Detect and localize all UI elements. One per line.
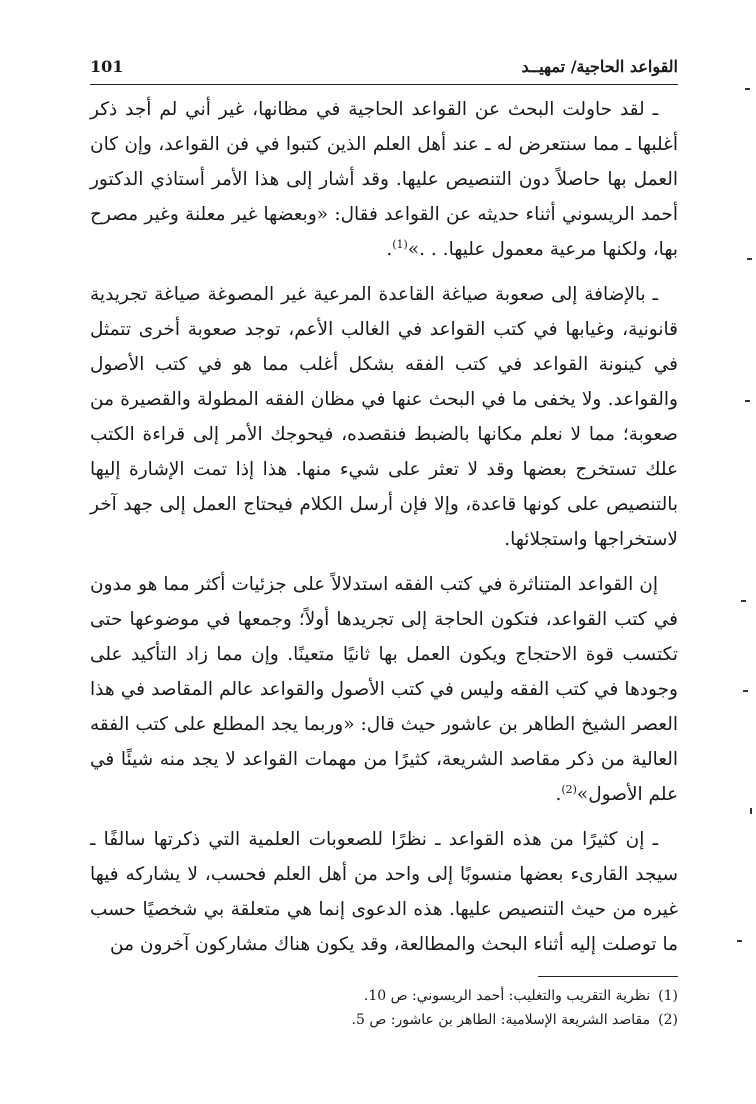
scan-edge-mark — [750, 808, 752, 814]
footnote-1-number: (1) — [658, 988, 678, 1004]
paragraph-4-text: ـ إن كثيرًا من هذه القواعد ـ نظرًا للصعوبات العلمية التي ذكرتها سالفًا ـ سيجد القارىء بعضها منسوبًا إلى واحد من أهل العلم فحسب، لا يشاركه فيها غيره من حيث التنصيص عليها. هذه الدعوى إنما هي متعلقة بي شخصيًا حسب ما توصلت إليه أثناء البحث والمطالعة، وقد يكون هناك مشاركون آخرون من — [90, 829, 678, 955]
header-rule — [90, 84, 678, 85]
scan-edge-mark — [741, 600, 746, 602]
page-number: 101 — [90, 57, 124, 76]
scan-edge-mark — [745, 88, 750, 90]
footnote-ref-2: (2) — [561, 782, 577, 796]
footnote-2-text: مقاصد الشريعة الإسلامية: الطاهر بن عاشور: ص 5. — [351, 1012, 651, 1028]
scan-edge-mark — [737, 940, 742, 942]
footnote-rule — [538, 976, 678, 977]
footnote-2 — [90, 1008, 678, 1032]
paragraph-3 — [90, 567, 678, 812]
footnote-ref-1: (1) — [392, 237, 408, 251]
footnotes — [90, 984, 678, 1032]
footnote-1-text: نظرية التقريب والتغليب: أحمد الريسوني: ص 10. — [363, 988, 651, 1004]
scan-edge-mark — [743, 690, 748, 692]
paragraph-1-text: ـ لقد حاولت البحث عن القواعد الحاجية في مظانها، غير أني لم أجد ذكر أغلبها ـ مما سنتعرض له ـ عند أهل العلم الذين كتبوا في فن القواعد، وإن كان العمل بها حاصلاً دون التنصيص عليها. وقد أشار إلى هذا الأمر أستاذي الدكتور أحمد الريسوني أثناء حديثه عن القواعد فقال: «وبعضها غير معلنة وغير مصرح بها، ولكنها مرعية معمول عليها. . .» — [90, 99, 678, 260]
header-title: القواعد الحاجية/ تمهيــد — [521, 57, 678, 76]
paragraph-2-text: ـ بالإضافة إلى صعوبة صياغة القاعدة المرعية غير المصوغة صياغة تجريدية قانونية، وغيابها في كتب القواعد في الغالب الأعم، توجد صعوبة أخرى تتمثل في كينونة القواعد في كتب الفقه بشكل أغلب مما هو في كتب الأصول والقواعد. ولا يخفى ما في البحث عنها في مظان الفقه المطولة والقصيرة من صعوبة؛ مما لا نعلم مكانها بالضبط فنقصده، فيحوجك الأمر إلى قراءة الكتب علك تستخرج بعضها وقد لا تعثر على شيء منها. هذا إذا تمت الإشارة إليها بالتنصيص على كونها قاعدة، وإلا فإن أرسل الكلام فيحتاج العمل إلى جهد آخر لاستخراجها واستجلائها. — [90, 284, 678, 550]
running-header — [90, 55, 678, 85]
footnote-1 — [90, 984, 678, 1008]
paragraph-1-tail: . — [386, 239, 393, 260]
scan-edge-mark — [745, 400, 750, 402]
paragraph-1 — [90, 92, 678, 267]
paragraph-2 — [90, 277, 678, 557]
footnote-2-number: (2) — [658, 1012, 678, 1028]
paragraph-3-tail: . — [555, 784, 562, 805]
body-text — [90, 92, 678, 972]
paragraph-4 — [90, 822, 678, 962]
scan-edge-mark — [747, 258, 752, 260]
paragraph-3-text: إن القواعد المتناثرة في كتب الفقه استدلالاً على جزئيات أكثر مما هو مدون في كتب القواعد، فتكون الحاجة إلى تجريدها أولاً؛ وجمعها في موضوعها حتى تكتسب قوة الاحتجاج ويكون العمل بها ثانيًا متعينًا. وإن مما زاد التأكيد على وجودها في كتب الفقه وليس في كتب الأصول والقواعد عالم المقاصد في هذا العصر الشيخ الطاهر بن عاشور حيث قال: «وربما يجد المطلع على كتب الفقه العالية من ذكر مقاصد الشريعة، كثيرًا من مهمات القواعد لا يجد منه شيئًا في علم الأصول» — [90, 574, 678, 805]
